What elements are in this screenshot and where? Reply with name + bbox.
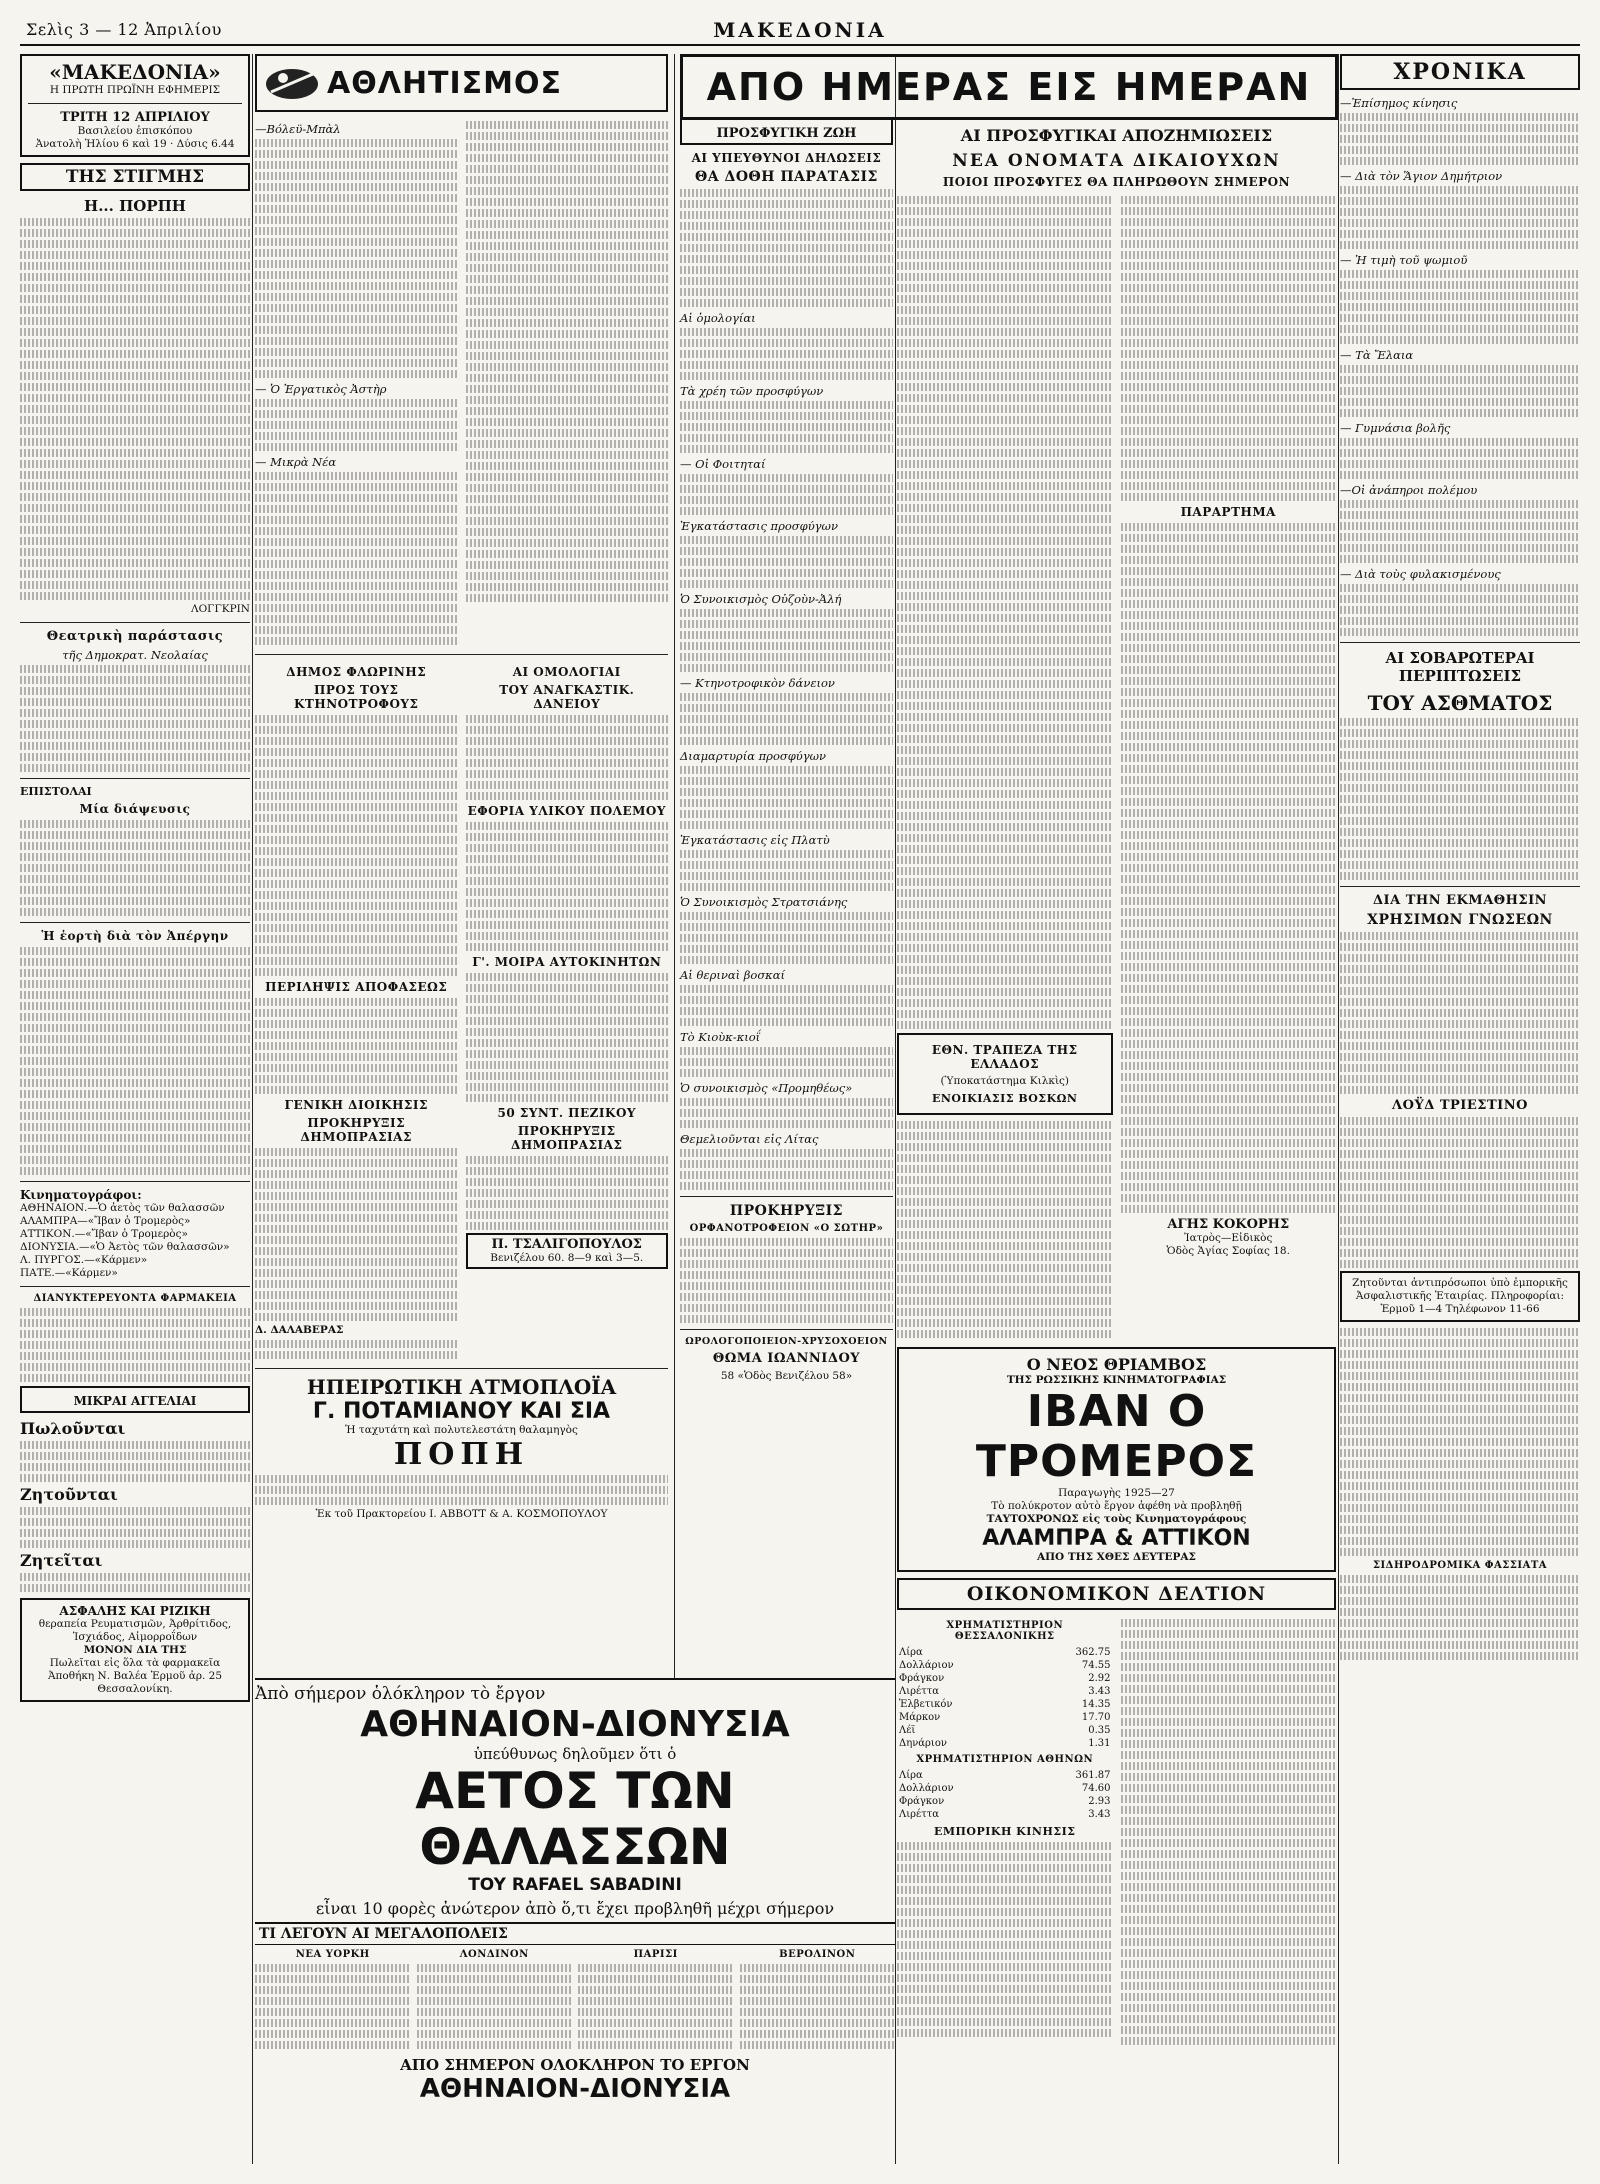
small-ad-text [20, 1573, 250, 1592]
doctor1-line: Βενιζέλου 60. 8—9 καὶ 3—5. [490, 1252, 644, 1264]
ship-agents: Ἐκ τοῦ Πρακτορείου Ι. ABBOTT & A. ΚΟΣΜΟΠΟΥΛΟΥ [315, 1508, 608, 1520]
small-ads-heading: ΜΙΚΡΑΙ ΑΓΓΕΛΙΑΙ [20, 1386, 250, 1413]
banner-title: ΑΠΟ ΗΜΕΡΑΣ ΕΙΣ ΗΜΕΡΑΝ [706, 65, 1312, 109]
comp-title: ΝΕΑ ΟΝΟΜΑΤΑ ΔΙΚΑΙΟΥΧΩΝ [952, 151, 1281, 171]
econ-heading: ΟΙΚΟΝΟΜΙΚΟΝ ΔΕΛΤΙΟΝ [897, 1578, 1336, 1610]
safe-line: ΜΟΝΟΝ ΔΙΑ ΤΗΣ [83, 1644, 187, 1656]
press-city: ΒΕΡΟΛΙΝΟΝ [740, 1945, 896, 2052]
prosfygiki-item: Ὁ συνοικισμὸς «Προμηθέως» [680, 1081, 853, 1095]
table-row: Λίρα 362.75 [899, 1647, 1111, 1658]
appendix-title: ΠΑΡΑΡΤΗΜΑ [1180, 505, 1276, 519]
sport-right [466, 118, 669, 648]
prosfygiki-item: Ἐγκατάστασις προσφύγων [680, 519, 838, 533]
ad-cinema: ΑΘΗΝΑΙΟΝ-ΔΙΟΝΥΣΙΑ [360, 1704, 790, 1745]
table-row: Δολλάριον 74.60 [899, 1783, 1111, 1794]
table-row: Λέϊ 0.35 [899, 1725, 1111, 1736]
prosfygiki-item: Αἱ θεριναὶ βοσκαί [680, 968, 785, 982]
letters-label: ΕΠΙΣΤΟΛΑΙ [20, 785, 92, 798]
sport-left [255, 118, 458, 648]
bottom-pre: ΑΠΟ ΣΗΜΕΡΟΝ ΟΛΟΚΛΗΡΟΝ ΤΟ ΕΡΓΟΝ [400, 2056, 750, 2074]
prosfygiki-item: — Κτηνοτροφικὸν δάνειον [680, 676, 835, 690]
bank-box [897, 1033, 1113, 1115]
paper-name: ΜΑΚΕΔΟΝΙΑ [713, 18, 887, 42]
column-1 [20, 54, 250, 2164]
theatre-sub: τῆς Δημοκρατ. Νεολαίας [62, 648, 208, 662]
ship-title: ΗΠΕΙΡΩΤΙΚΗ ΑΤΜΟΠΛΟΪΑ [306, 1375, 617, 1399]
film-ad [897, 1347, 1336, 1572]
eorti-text [20, 947, 250, 1175]
sport-sub: —Βόλεϋ-Μπὰλ [255, 122, 341, 136]
auto-title: Γ'. ΜΟΙΡΑ ΑΥΤΟΚΙΝΗΤΩΝ [472, 955, 662, 969]
doctor-ad [1121, 1217, 1337, 1258]
safe-line: Πωλεῖται εἰς ὅλα τὰ φαρμακεῖα [49, 1657, 221, 1669]
war-title: ΕΦΟΡΙΑ ΥΛΙΚΟΥ ΠΟΛΕΜΟΥ [467, 804, 666, 818]
chronika-item: — Ἡ τιμὴ τοῦ ψωμιοῦ [1340, 253, 1468, 267]
jeweller-title: ΩΡΟΛΟΓΟΠΟΙΕΙΟΝ-ΧΡΥΣΟΧΟΕΙΟΝ [685, 1336, 888, 1347]
cinema-title: Κινηματογράφοι: [20, 1188, 142, 1202]
porpi-text [20, 218, 250, 600]
prosfygiki-item: Αἱ ὁμολογίαι [680, 311, 756, 325]
doctor1: Π. ΤΣΑΛΙΓΟΠΟΥΛΟΣ [491, 1237, 642, 1252]
prosfygiki-item: Ἐγκατάστασις εἰς Πλατὺ [680, 833, 830, 847]
doctor-line: Ὁδὸς Ἁγίας Σοφίας 18. [1166, 1245, 1290, 1257]
small-ad-word: Ζητεῖται [20, 1551, 103, 1570]
sport-title: ΑΘΛΗΤΙΣΜΟΣ [327, 66, 563, 101]
jeweller-addr: 58 «Ὁδὸς Βενιζέλου 58» [720, 1370, 853, 1382]
cinema-item: Λ. ΠΥΡΓΟΣ.—«Κάρμεν» [20, 1254, 148, 1266]
daily-banner [680, 54, 1338, 120]
sport-sub: — Ὁ Ἐργατικὸς Ἀστὴρ [255, 382, 387, 396]
doctor-line: Ἰατρὸς—Εἰδικὸς [1184, 1232, 1273, 1244]
ad-claim: εἶναι 10 φορὲς ἀνώτερον ἀπὸ ὅ,τι ἔχει προβληθῆ μέχρι σήμερον [315, 1899, 835, 1918]
sport-sub: — Μικρὰ Νέα [255, 455, 337, 469]
notice-title: ΠΡΟΚΗΡΥΞΙΣ [729, 1203, 844, 1219]
trade-title: ΕΜΠΟΡΙΚΗ ΚΙΝΗΣΙΣ [933, 1825, 1076, 1838]
masthead-date: ΤΡΙΤΗ 12 ΑΠΡΙΛΙΟΥ [60, 110, 210, 125]
doctor2: Δ. ΔΑΛΑΒΕΡΑΣ [255, 1324, 344, 1336]
chronika-item: —Ἐπίσημος κίνησις [1340, 96, 1458, 110]
comp-right [1121, 193, 1337, 1341]
useful-title: ΔΙΑ ΤΗΝ ΕΚΜΑΘΗΣΙΝ [1372, 893, 1548, 908]
insurance-box: Ζητοῦνται ἀντιπρόσωποι ὑπὸ ἐμπορικῆς Ἀσφαλιστικῆς Ἑταιρίας. Πληροφορίαι: Ἑρμοῦ 1—4 Τηλέφωνον 11-66 [1340, 1271, 1580, 1322]
exch2-table [897, 1769, 1113, 1821]
cinema-list [20, 1202, 250, 1280]
page-label: Σελὶς 3 — 12 Ἀπριλίου [26, 20, 222, 39]
small-ad-text [20, 1507, 250, 1548]
table-row: Δηνάριον 1.31 [899, 1738, 1111, 1749]
sport-banner [255, 54, 668, 112]
econ-columns [897, 1616, 1336, 2048]
letters-title: Μία διάψευσις [79, 802, 191, 816]
small-ad-word: Πωλοῦνται [20, 1419, 126, 1438]
pharmacies-title: ΔΙΑΝΥΚΤΕΡΕΥΟΝΤΑ ΦΑΡΜΑΚΕΙΑ [33, 1293, 237, 1304]
asthma-title: ΑΙ ΣΟΒΑΡΩΤΕΡΑΙ ΠΕΡΙΠΤΩΣΕΙΣ [1385, 649, 1535, 685]
prosfygiki-item: Ὁ Συνοικισμὸς Στρατσιάνης [680, 895, 848, 909]
bank-sub2: ΕΝΟΙΚΙΑΣΙΣ ΒΟΣΚΩΝ [931, 1092, 1078, 1105]
cinema-item: ΑΤΤΙΚΟΝ.—«Ἴβαν ὁ Τρομερὸς» [20, 1228, 188, 1240]
admin-title: ΠΡΟΚΗΡΥΞΙΣ ΔΗΜΟΠΡΑΣΙΑΣ [300, 1116, 412, 1144]
chronika-item: — Διὰ τοὺς φυλακισμένους [1340, 567, 1501, 581]
cinema-item: ΠΑΤΕ.—«Κάρμεν» [20, 1267, 118, 1279]
masthead-title: «ΜΑΚΕΔΟΝΙΑ» [49, 60, 221, 84]
exch1-title: ΧΡΗΜΑΤΙΣΤΗΡΙΟΝ ΘΕΣΣΑΛΟΝΙΚΗΣ [946, 1620, 1064, 1642]
ad-mid: ὑπεύθυνως δηλοῦμεν ὅτι ὁ [473, 1745, 677, 1763]
exch1-table [897, 1646, 1113, 1750]
column-rule [252, 54, 253, 2164]
chronika-heading: ΧΡΟΝΙΚΑ [1340, 54, 1580, 90]
masthead-subtitle: Η ΠΡΩΤΗ ΠΡΩΪΝΗ ΕΦΗΜΕΡΙΣ [49, 84, 221, 96]
table-row: Δολλάριον 74.55 [899, 1660, 1111, 1671]
notices-right [466, 661, 669, 1362]
bank-title: ΕΘΝ. ΤΡΑΠΕΖΑ ΤΗΣ ΕΛΛΑΔΟΣ [931, 1043, 1078, 1071]
useful-title: ΧΡΗΣΙΜΩΝ ΓΝΩΣΕΩΝ [1367, 912, 1553, 928]
comp-title: ΠΟΙΟΙ ΠΡΟΣΦΥΓΕΣ ΘΑ ΠΛΗΡΩΘΟΥΝ ΣΗΜΕΡΟΝ [942, 175, 1291, 189]
table-row: Λιρέττα 3.43 [899, 1686, 1111, 1697]
page-header [20, 18, 1580, 46]
notices-left [255, 661, 458, 1362]
masthead-sun: Ἀνατολὴ Ἡλίου 6 καὶ 19 · Δύσις 6.44 [35, 138, 235, 150]
press-city: ΠΑΡΙΣΙ [578, 1945, 734, 2052]
stigmes-heading: ΤΗΣ ΣΤΙΓΜΗΣ [20, 163, 250, 191]
press-cities [255, 1945, 895, 2052]
column-5 [1340, 54, 1580, 2164]
ship-ad [255, 1375, 668, 1521]
porpi-signature: ΛΟΓΓΚΡΙΝ [190, 603, 250, 615]
chronika-item: —Οἱ ἀνάπηροι πολέμου [1340, 483, 1478, 497]
lloyd-title: ΛΟΫΔ ΤΡΙΕΣΤΙΝΟ [1392, 1098, 1528, 1113]
sport-columns [255, 118, 668, 648]
notices-row [255, 661, 668, 1362]
bonds-title: ΑΙ ΟΜΟΛΟΓΙΑΙ [512, 665, 621, 679]
safe-line: θεραπεία Ρευματισμῶν, Ἀρθρίτιδος, Ἰσχιάδος, Αἱμορροΐδων [38, 1618, 232, 1643]
press-city: ΛΟΝΔΙΝΟΝ [417, 1945, 573, 2052]
exch2-title: ΧΡΗΜΑΤΙΣΤΗΡΙΟΝ ΑΘΗΝΩΝ [916, 1754, 1094, 1765]
doctor-name: ΑΓΗΣ ΚΟΚΟΡΗΣ [1167, 1217, 1290, 1232]
table-row: Λίρα 361.87 [899, 1770, 1111, 1781]
column-rule [1338, 54, 1339, 2164]
pharmacies-text [20, 1308, 250, 1382]
film-year: Παραγωγὴς 1925—27 [1058, 1487, 1175, 1499]
small-ad-text [20, 1441, 250, 1482]
chronika-item: — Τὰ Ἔλαια [1340, 348, 1414, 362]
prosfygiki-heading: ΠΡΟΣΦΥΓΙΚΗ ΖΩΗ [680, 118, 893, 145]
table-row: Φράγκον 2.93 [899, 1796, 1111, 1807]
film-line2: ΤΑΥΤΟΧΡΟΝΩΣ εἰς τοὺς Κινηματογράφους [986, 1513, 1247, 1525]
econ-left [897, 1616, 1113, 2048]
masthead-saint: Βασιλείου ἐπισκόπου [77, 125, 193, 137]
small-ad-word: Ζητοῦνται [20, 1485, 118, 1504]
press-city: ΝΕΑ ΥΟΡΚΗ [255, 1945, 411, 2052]
admin-title: ΓΕΝΙΚΗ ΔΙΟΙΚΗΣΙΣ [284, 1098, 429, 1112]
comp-left [897, 193, 1113, 1341]
theatre-text [20, 665, 250, 772]
ad-film: ΑΕΤΟΣ ΤΩΝ ΘΑΛΑΣΣΩΝ [415, 1762, 735, 1876]
table-row: Λιρέττα 3.43 [899, 1809, 1111, 1820]
ship-company: Γ. ΠΟΤΑΜΙΑΝΟΥ ΚΑΙ ΣΙΑ [312, 1399, 611, 1424]
table-row: Μάρκον 17.70 [899, 1712, 1111, 1723]
prosfygiki-item: Θεμελιοῦνται εἰς Λίτας [680, 1132, 819, 1146]
ad-author: TOY RAFAEL SABADINI [468, 1875, 682, 1895]
florina-title: ΔΗΜΟΣ ΦΛΩΡΙΝΗΣ [286, 665, 427, 679]
prosfygiki-item: ΑΙ ΥΠΕΥΘΥΝΟΙ ΔΗΛΩΣΕΙΣ [691, 151, 882, 165]
safe-line: Ἀποθήκη Ν. Βαλέα Ἐρμοῦ ἀρ. 25 Θεσσαλονίκη. [47, 1670, 223, 1695]
notice-sub: ΟΡΦΑΝΟΤΡΟΦΕΙΟΝ «Ο ΣΩΤΗΡ» [689, 1223, 884, 1234]
cinema-wide-ad [255, 1678, 895, 2164]
film-line: Τὸ πολύκροτον αὐτὸ ἔργον ἀφέθη νὰ προβληθῇ [991, 1500, 1242, 1512]
infantry-title: 50 ΣΥΝΤ. ΠΕΖΙΚΟΥ [497, 1106, 636, 1120]
econ-right [1121, 1616, 1337, 2048]
chronika-item: — Διὰ τὸν Ἅγιον Δημήτριον [1340, 169, 1503, 183]
asthma-title: ΤΟΥ ΑΣΘΜΑΤΟΣ [1367, 691, 1553, 715]
film-from: ΑΠΟ ΤΗΣ ΧΘΕΣ ΔΕΥΤΕΡΑΣ [1037, 1551, 1196, 1563]
florina-title: ΠΡΟΣ ΤΟΥΣ ΚΤΗΝΟΤΡΟΦΟΥΣ [294, 683, 419, 711]
chronika-item: — Γυμνάσια βολῆς [1340, 421, 1451, 435]
infantry-title: ΠΡΟΚΗΡΥΞΙΣ ΔΗΜΟΠΡΑΣΙΑΣ [511, 1124, 623, 1152]
film-pre: Ο ΝΕΟΣ ΘΡΙΑΜΒΟΣ [1026, 1355, 1207, 1374]
letters-text [20, 820, 250, 916]
prosfygiki-item: Ὁ Συνοικισμὸς Οὐζοὺν-Ἀλή [680, 592, 842, 606]
ad-pre: Ἀπὸ σήμερον ὁλόκληρον τὸ ἔργον [255, 1684, 546, 1704]
film-sub: ΤΗΣ ΡΩΣΣΙΚΗΣ ΚΙΝΗΜΑΤΟΓΡΑΦΙΑΣ [1006, 1374, 1227, 1386]
ship-sub: Ἡ ταχυτάτη καὶ πολυτελεστάτη θαλαμηγὸς [345, 1424, 578, 1436]
safe-title: ΑΣΦΑΛΗΣ ΚΑΙ ΡΙΖΙΚΗ [59, 1604, 211, 1618]
comp-columns [897, 193, 1336, 1341]
film-cinemas: ΑΛΑΜΠΡΑ & ΑΤΤΙΚΟΝ [982, 1526, 1251, 1551]
prosfygiki-item: Τὸ Κιοὺκ-κιοΐ [680, 1030, 761, 1044]
jeweller-name: ΘΩΜΑ ΙΩΑΝΝΙΔΟΥ [712, 1351, 861, 1366]
cinema-item: ΑΛΑΜΠΡΑ—«Ἴβαν ὁ Τρομερὸς» [20, 1215, 191, 1227]
column-rule [895, 54, 896, 2164]
press-title: ΤΙ ΛΕΓΟΥΝ ΑΙ ΜΕΓΑΛΟΠΟΛΕΙΣ [255, 1922, 895, 1945]
cinema-item: ΔΙΟΝΥΣΙΑ.—«Ὁ Ἀετὸς τῶν θαλασσῶν» [20, 1241, 230, 1253]
ship-name: ΠΟΠΗ [393, 1437, 530, 1472]
comp-title: ΑΙ ΠΡΟΣΦΥΓΙΚΑΙ ΑΠΟΖΗΜΙΩΣΕΙΣ [960, 126, 1273, 145]
table-row: Ἑλβετικόν 14.35 [899, 1699, 1111, 1710]
table-row: Φράγκον 2.92 [899, 1673, 1111, 1684]
theatre-title: Θεατρικὴ παράστασις [46, 629, 224, 644]
rail-title: ΣΙΔΗΡΟΔΡΟΜΙΚΑ ΦΑΣΣΙΑΤΑ [1372, 1560, 1548, 1571]
bottom-cinema: ΑΘΗΝΑΙΟΝ-ΔΙΟΝΥΣΙΑ [419, 2074, 731, 2104]
prosfygiki-item: ΘΑ ΔΟΘΗ ΠΑΡΑΤΑΣΙΣ [695, 169, 878, 185]
athlete-icon [263, 62, 321, 102]
prosfygiki-item: — Οἱ Φοιτηταί [680, 457, 766, 471]
prosfygiki-item: Διαμαρτυρία προσφύγων [680, 749, 827, 763]
film-title: ΙΒΑΝ Ο ΤΡΟΜΕΡΟΣ [975, 1386, 1258, 1487]
eorti-title: Ἡ ἑορτὴ διὰ τὸν Ἀπέργην [41, 929, 229, 943]
decision-title: ΠΕΡΙΛΗΨΙΣ ΑΠΟΦΑΣΕΩΣ [265, 980, 448, 994]
masthead [20, 54, 250, 157]
bonds-title: ΤΟΥ ΑΝΑΓΚΑΣΤΙΚ. ΔΑΝΕΙΟΥ [499, 683, 635, 711]
prosfygiki-item: Τὰ χρέη τῶν προσφύγων [680, 384, 824, 398]
safe-ad [20, 1598, 250, 1702]
bank-sub: (Ὑποκατάστημα Κιλκὶς) [940, 1075, 1070, 1087]
porpi-title: Η... ΠΟΡΠΗ [84, 197, 186, 215]
doctor1-box [466, 1233, 669, 1269]
cinema-item: ΑΘΗΝΑΙΟΝ.—Ὁ ἀετὸς τῶν θαλασσῶν [20, 1202, 225, 1214]
